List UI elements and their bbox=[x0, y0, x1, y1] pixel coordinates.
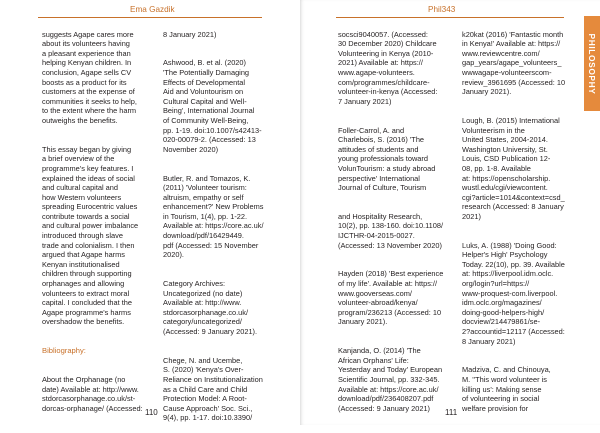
bibliography-heading: Bibliography: bbox=[42, 346, 86, 356]
reference-hayden: Hayden (2018) 'Best experience of my life'. Available at: https:// www.gooverseas.com/ volunteer-abroad/kenya/ program/236213 (Accessed: 10 January 2021). bbox=[338, 269, 444, 327]
reference-butler: Butler, R. and Tomazos, K. (2011) 'Volunteer tourism: altruism, empathy or self enhancement?' New Problems in Tourism, 1(4), pp. 1-22. Available at: https://core.ac.uk/ download/pdf/16429449. pdf (Accessed: 15 November 2020). bbox=[163, 173, 264, 260]
left-page bbox=[0, 0, 300, 425]
reference-chege-cont: socsci9040057. (Accessed: 30 December 2020) Childcare Volunteering in Kenya (2010- 2021) Available at: https:// www.agape-volunteers. com/programmes/childcare- volunteer-in-kenya (Accessed: 7 January 2021) bbox=[338, 29, 438, 106]
reference-foller-carrol-cont: and Hospitality Research, 10(2), pp. 138-160. doi:10.1108/ IJCTHR-04-2015-0027. (Accessed: 13 November 2020) bbox=[338, 211, 444, 250]
reference-chege: Chege, N. and Ucembe, S. (2020) 'Kenya's Over- Reliance on Institutionalization as a Child Care and Child Protection Model: A Root- Cause Approach' Soc. Sci., 9(4), pp. 1-17. doi:10.3390/ bbox=[163, 355, 263, 423]
reference-lough: Lough, B. (2015) International Volunteerism in the United States, 2004-2014. Washington University, St. Louis, CSD Publication 12- 08, pp. 1-8. Available at: https://openscholarship. wustl.edu/cgi/viewcontent. cgi?article=1014&context=csd_ research (Accessed: 8 January 2021) bbox=[462, 115, 565, 221]
right-column-1 bbox=[338, 20, 460, 423]
reference-kanjanda: Kanjanda, O. (2014) 'The African Orphans' Life: Yesterday and Today' European Scientific Journal, pp. 332-345. Available at: https://core.ac.uk/ download/pdf/236408207.pdf (Accessed: 9 January 2021) bbox=[338, 346, 443, 413]
reference-orphanage-cont: 8 January 2021) bbox=[163, 29, 217, 39]
left-page-header: Ema Gazdik bbox=[130, 5, 175, 14]
left-header-rule bbox=[38, 17, 262, 18]
reference-ashwood: Ashwood, B. et al. (2020) 'The Potentially Damaging Effects of Developmental Aid and Voluntourism on Cultural Capital and Well- Being', International Journal of Community Well-Being, pp. 1-19. doi:10.1007/s42413- 020-00079-2. (Accessed: 13 November 2020) bbox=[163, 58, 262, 154]
reference-foller-carrol: Foller-Carrol, A. and Charlebois, S. (2016) 'The attitudes of students and young professionals toward VolunTourism: a study abroad perspective' International Journal of Culture, Tourism bbox=[338, 125, 436, 193]
essay-conclusion-paragraph: This essay began by giving a brief overview of the programme's key features. I explained the ideas of social and cultural capital and how Western volunteers spreading Eurocentric values contribute towards a social and cultural power imbalance introduced through slave trade and colonialism. I then argued that Agape harms Kenyan institutionalised children through supporting orphanages and allowing volunteers to extract moral capital. I concluded that the Agape programme's harms overshadow the benefits. bbox=[42, 144, 139, 327]
left-page-number: 110 bbox=[145, 408, 158, 417]
essay-intro-paragraph: suggests Agape cares more about its volunteers having a pleasant experience than helping Kenyan children. In conclusion, Agape sells CV boosts as a product for its customers at the expense of communities it seeks to help, to the extent where the harm outweighs the benefits. bbox=[42, 29, 137, 125]
reference-luks: Luks, A. (1988) 'Doing Good: Helper's High' Psychology Today. 22(10), pp. 39. Available at: https://liverpool.idm.oclc. org/login?url=https:// www-proquest-com.liverpool. idm.oclc.org/magazines/ doing-good-helpers-high/ docview/214479861/se- 2?accountid=12117 (Accessed: 8 January 2021) bbox=[462, 240, 565, 346]
left-column-1 bbox=[42, 20, 162, 423]
reference-k20kat: k20kat (2016) 'Fantastic month in Kenya!' Available at: https:// www.reviewcentre.com/ gap_years/agape_volunteers_ wwwagape-volunteerscom- review_3961695 (Accessed: 10 January 2021). bbox=[462, 29, 566, 97]
reference-category-archives: Category Archives: Uncategorized (no date) Available at: http://www. stdorcasorphanage.co.uk/ category/uncategorized/ (Accessed: 9 January 2021). bbox=[163, 279, 258, 336]
side-tab-label: PHILOSOPHY bbox=[587, 33, 597, 94]
reference-orphanage: About the Orphanage (no date) Available at: http://www. stdorcasorphanage.co.uk/st- dorcas-orphanage/ (Accessed: bbox=[42, 374, 143, 413]
left-column-2 bbox=[163, 20, 288, 433]
philosophy-side-tab bbox=[584, 16, 600, 111]
right-page-header: Phil343 bbox=[428, 5, 456, 14]
right-page bbox=[300, 0, 600, 425]
right-column-2 bbox=[462, 20, 582, 423]
right-header-rule bbox=[336, 17, 564, 18]
reference-madziva: Madziva, C. and Chinouya, M. ''This word volunteer is killing us': Making sense of volunteering in social welfare provision for bbox=[462, 365, 551, 413]
right-page-number: 111 bbox=[445, 408, 458, 417]
